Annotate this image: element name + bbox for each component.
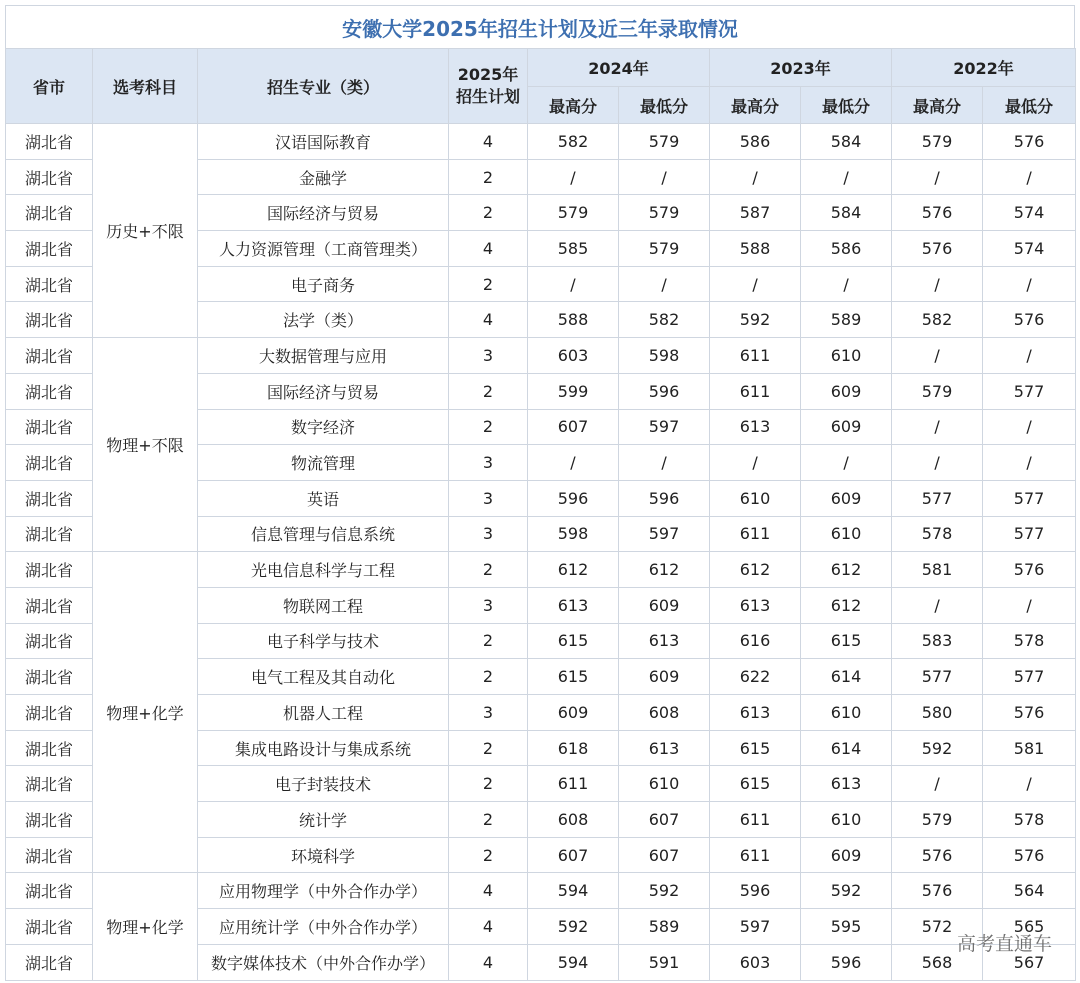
plan-cell: 2 <box>449 373 528 409</box>
score-2024-max-cell: 615 <box>528 623 619 659</box>
score-2023-max-cell: 613 <box>710 587 801 623</box>
score-2023-min-cell: / <box>801 445 892 481</box>
score-2023-max-cell: / <box>710 266 801 302</box>
score-2023-min-cell: 609 <box>801 837 892 873</box>
province-cell: 湖北省 <box>6 802 93 838</box>
score-2022-max-cell: 582 <box>892 302 983 338</box>
score-2023-max-cell: 586 <box>710 124 801 160</box>
score-2024-min-cell: 607 <box>619 837 710 873</box>
score-2024-min-cell: 592 <box>619 873 710 909</box>
major-cell: 电子商务 <box>198 266 449 302</box>
header-plan <box>449 49 528 124</box>
score-2024-min-cell: / <box>619 445 710 481</box>
score-2022-max-cell: / <box>892 338 983 374</box>
score-2023-min-cell: 612 <box>801 552 892 588</box>
province-cell: 湖北省 <box>6 480 93 516</box>
score-2022-min-cell: / <box>983 159 1076 195</box>
score-2023-max-cell: 616 <box>710 623 801 659</box>
score-2022-min-cell: 578 <box>983 802 1076 838</box>
major-cell: 电气工程及其自动化 <box>198 659 449 695</box>
score-2024-max-cell: / <box>528 266 619 302</box>
score-2023-min-cell: 586 <box>801 231 892 267</box>
major-cell: 数字媒体技术（中外合作办学） <box>198 944 449 980</box>
province-cell: 湖北省 <box>6 124 93 160</box>
score-2024-max-cell: 608 <box>528 802 619 838</box>
score-2024-max-cell: / <box>528 445 619 481</box>
province-cell: 湖北省 <box>6 445 93 481</box>
major-cell: 光电信息科学与工程 <box>198 552 449 588</box>
plan-cell: 2 <box>449 266 528 302</box>
plan-cell: 4 <box>449 944 528 980</box>
score-2022-max-cell: 577 <box>892 480 983 516</box>
score-2023-max-cell: 597 <box>710 909 801 945</box>
score-2024-min-cell: 613 <box>619 623 710 659</box>
header-subject: 选考科目 <box>93 49 198 124</box>
score-2022-min-cell: / <box>983 587 1076 623</box>
plan-cell: 4 <box>449 873 528 909</box>
score-2024-min-cell: 579 <box>619 124 710 160</box>
score-2023-min-cell: 609 <box>801 373 892 409</box>
subject-cell: 历史+不限 <box>93 124 198 338</box>
province-cell: 湖北省 <box>6 623 93 659</box>
major-cell: 电子封装技术 <box>198 766 449 802</box>
score-2023-min-cell: / <box>801 266 892 302</box>
score-2023-max-cell: 592 <box>710 302 801 338</box>
score-2022-min-cell: 576 <box>983 695 1076 731</box>
score-2023-max-cell: 622 <box>710 659 801 695</box>
score-2022-min-cell: 574 <box>983 231 1076 267</box>
header-max: 最高分 <box>528 87 619 124</box>
score-2024-min-cell: 589 <box>619 909 710 945</box>
score-2022-min-cell: 576 <box>983 837 1076 873</box>
score-2023-min-cell: 610 <box>801 338 892 374</box>
score-2024-max-cell: 588 <box>528 302 619 338</box>
score-2022-min-cell: / <box>983 445 1076 481</box>
score-2022-max-cell: / <box>892 587 983 623</box>
score-2022-max-cell: 581 <box>892 552 983 588</box>
score-2024-min-cell: 609 <box>619 587 710 623</box>
score-2024-min-cell: 613 <box>619 730 710 766</box>
score-2024-max-cell: 579 <box>528 195 619 231</box>
plan-cell: 4 <box>449 909 528 945</box>
major-cell: 金融学 <box>198 159 449 195</box>
plan-cell: 3 <box>449 338 528 374</box>
major-cell: 物联网工程 <box>198 587 449 623</box>
score-2022-max-cell: / <box>892 409 983 445</box>
header-plan-line2: 招生计划 <box>455 87 520 106</box>
province-cell: 湖北省 <box>6 587 93 623</box>
score-2022-max-cell: 580 <box>892 695 983 731</box>
province-cell: 湖北省 <box>6 516 93 552</box>
table-row <box>6 552 1076 588</box>
score-2022-max-cell: 579 <box>892 373 983 409</box>
major-cell: 物流管理 <box>198 445 449 481</box>
major-cell: 集成电路设计与集成系统 <box>198 730 449 766</box>
score-2023-min-cell: 584 <box>801 124 892 160</box>
score-2024-min-cell: 608 <box>619 695 710 731</box>
plan-cell: 3 <box>449 587 528 623</box>
major-cell: 国际经济与贸易 <box>198 195 449 231</box>
table-row <box>6 124 1076 160</box>
score-2023-max-cell: / <box>710 445 801 481</box>
score-2022-min-cell: 564 <box>983 873 1076 909</box>
province-cell: 湖北省 <box>6 873 93 909</box>
score-2022-min-cell: 577 <box>983 659 1076 695</box>
province-cell: 湖北省 <box>6 159 93 195</box>
plan-cell: 2 <box>449 552 528 588</box>
header-min: 最低分 <box>801 87 892 124</box>
score-2023-max-cell: 596 <box>710 873 801 909</box>
header-min: 最低分 <box>983 87 1076 124</box>
plan-cell: 2 <box>449 766 528 802</box>
score-2024-min-cell: 610 <box>619 766 710 802</box>
score-2023-max-cell: 613 <box>710 409 801 445</box>
province-cell: 湖北省 <box>6 766 93 802</box>
table-body <box>6 124 1076 981</box>
score-2023-min-cell: 609 <box>801 480 892 516</box>
score-2023-min-cell: 614 <box>801 659 892 695</box>
score-2024-min-cell: 582 <box>619 302 710 338</box>
score-2024-min-cell: 596 <box>619 480 710 516</box>
score-2024-min-cell: 597 <box>619 516 710 552</box>
score-2023-min-cell: 610 <box>801 695 892 731</box>
score-2024-min-cell: 607 <box>619 802 710 838</box>
header-plan-line1: 2025年 <box>457 65 519 84</box>
score-2023-min-cell: 615 <box>801 623 892 659</box>
score-2022-max-cell: / <box>892 766 983 802</box>
score-2023-max-cell: 613 <box>710 695 801 731</box>
score-2023-min-cell: 596 <box>801 944 892 980</box>
plan-cell: 2 <box>449 837 528 873</box>
score-2024-max-cell: 598 <box>528 516 619 552</box>
score-2024-min-cell: 579 <box>619 195 710 231</box>
score-2022-max-cell: 577 <box>892 659 983 695</box>
score-2022-max-cell: / <box>892 445 983 481</box>
header-min: 最低分 <box>619 87 710 124</box>
score-2024-max-cell: 611 <box>528 766 619 802</box>
header-max: 最高分 <box>892 87 983 124</box>
major-cell: 英语 <box>198 480 449 516</box>
score-2023-min-cell: 610 <box>801 802 892 838</box>
major-cell: 大数据管理与应用 <box>198 338 449 374</box>
score-2024-min-cell: 596 <box>619 373 710 409</box>
score-2022-max-cell: 592 <box>892 730 983 766</box>
score-2023-max-cell: 615 <box>710 730 801 766</box>
score-2024-max-cell: 609 <box>528 695 619 731</box>
major-cell: 电子科学与技术 <box>198 623 449 659</box>
score-2022-min-cell: 578 <box>983 623 1076 659</box>
score-2022-max-cell: 576 <box>892 231 983 267</box>
province-cell: 湖北省 <box>6 944 93 980</box>
subject-cell: 物理+化学 <box>93 552 198 873</box>
plan-cell: 4 <box>449 124 528 160</box>
score-2022-min-cell: 574 <box>983 195 1076 231</box>
score-2024-max-cell: 582 <box>528 124 619 160</box>
score-2022-max-cell: 568 <box>892 944 983 980</box>
plan-cell: 3 <box>449 516 528 552</box>
plan-cell: 2 <box>449 409 528 445</box>
score-2024-min-cell: / <box>619 266 710 302</box>
score-2022-min-cell: / <box>983 766 1076 802</box>
score-2022-min-cell: 576 <box>983 302 1076 338</box>
score-2022-min-cell: 565 <box>983 909 1076 945</box>
header-year-2022: 2022年 <box>892 49 1076 87</box>
major-cell: 信息管理与信息系统 <box>198 516 449 552</box>
score-2024-max-cell: 613 <box>528 587 619 623</box>
score-2022-min-cell: 567 <box>983 944 1076 980</box>
plan-cell: 2 <box>449 802 528 838</box>
score-2022-min-cell: 577 <box>983 516 1076 552</box>
score-2024-min-cell: 579 <box>619 231 710 267</box>
plan-cell: 2 <box>449 159 528 195</box>
major-cell: 统计学 <box>198 802 449 838</box>
score-2024-max-cell: 607 <box>528 837 619 873</box>
score-2022-max-cell: 579 <box>892 124 983 160</box>
score-2022-min-cell: 576 <box>983 124 1076 160</box>
province-cell: 湖北省 <box>6 302 93 338</box>
plan-cell: 2 <box>449 659 528 695</box>
province-cell: 湖北省 <box>6 552 93 588</box>
score-2023-min-cell: 592 <box>801 873 892 909</box>
score-2023-max-cell: 603 <box>710 944 801 980</box>
header-province: 省市 <box>6 49 93 124</box>
score-2022-min-cell: 577 <box>983 373 1076 409</box>
major-cell: 汉语国际教育 <box>198 124 449 160</box>
plan-cell: 3 <box>449 480 528 516</box>
major-cell: 法学（类） <box>198 302 449 338</box>
score-2024-max-cell: 596 <box>528 480 619 516</box>
score-2023-max-cell: / <box>710 159 801 195</box>
score-2023-max-cell: 587 <box>710 195 801 231</box>
subject-cell: 物理+不限 <box>93 338 198 552</box>
score-2024-max-cell: 592 <box>528 909 619 945</box>
major-cell: 应用统计学（中外合作办学） <box>198 909 449 945</box>
province-cell: 湖北省 <box>6 909 93 945</box>
score-2022-max-cell: 578 <box>892 516 983 552</box>
score-2023-max-cell: 611 <box>710 837 801 873</box>
score-2024-min-cell: 591 <box>619 944 710 980</box>
score-2022-max-cell: 583 <box>892 623 983 659</box>
score-2024-max-cell: 615 <box>528 659 619 695</box>
major-cell: 机器人工程 <box>198 695 449 731</box>
score-2022-max-cell: 572 <box>892 909 983 945</box>
header-year-2024: 2024年 <box>528 49 710 87</box>
score-2022-min-cell: 576 <box>983 552 1076 588</box>
major-cell: 国际经济与贸易 <box>198 373 449 409</box>
plan-cell: 4 <box>449 302 528 338</box>
score-2024-min-cell: 597 <box>619 409 710 445</box>
score-2022-max-cell: 576 <box>892 195 983 231</box>
score-2023-min-cell: 614 <box>801 730 892 766</box>
province-cell: 湖北省 <box>6 659 93 695</box>
score-2023-min-cell: 613 <box>801 766 892 802</box>
score-2022-min-cell: / <box>983 409 1076 445</box>
title-bar <box>5 5 1075 48</box>
score-2024-min-cell: / <box>619 159 710 195</box>
province-cell: 湖北省 <box>6 730 93 766</box>
header-major: 招生专业（类） <box>198 49 449 124</box>
score-2022-min-cell: / <box>983 338 1076 374</box>
province-cell: 湖北省 <box>6 338 93 374</box>
score-2023-max-cell: 588 <box>710 231 801 267</box>
score-2024-max-cell: 594 <box>528 873 619 909</box>
score-2023-max-cell: 611 <box>710 338 801 374</box>
score-2022-max-cell: / <box>892 159 983 195</box>
score-2022-max-cell: / <box>892 266 983 302</box>
plan-cell: 3 <box>449 445 528 481</box>
plan-cell: 2 <box>449 195 528 231</box>
score-2024-max-cell: 618 <box>528 730 619 766</box>
table-row <box>6 338 1076 374</box>
page-title: 安徽大学2025年招生计划及近三年录取情况 <box>342 16 738 41</box>
score-2023-min-cell: / <box>801 159 892 195</box>
score-2024-max-cell: 603 <box>528 338 619 374</box>
score-2024-min-cell: 609 <box>619 659 710 695</box>
plan-cell: 2 <box>449 730 528 766</box>
plan-cell: 4 <box>449 231 528 267</box>
province-cell: 湖北省 <box>6 837 93 873</box>
major-cell: 人力资源管理（工商管理类） <box>198 231 449 267</box>
province-cell: 湖北省 <box>6 195 93 231</box>
score-2022-min-cell: / <box>983 266 1076 302</box>
score-2024-max-cell: 594 <box>528 944 619 980</box>
score-2022-max-cell: 576 <box>892 837 983 873</box>
score-2024-min-cell: 598 <box>619 338 710 374</box>
score-2023-min-cell: 612 <box>801 587 892 623</box>
score-2024-max-cell: 607 <box>528 409 619 445</box>
score-2022-min-cell: 577 <box>983 480 1076 516</box>
score-2023-max-cell: 612 <box>710 552 801 588</box>
watermark: 高考直通车 <box>956 933 1052 955</box>
province-cell: 湖北省 <box>6 695 93 731</box>
score-2022-max-cell: 579 <box>892 802 983 838</box>
score-2023-min-cell: 609 <box>801 409 892 445</box>
admission-table <box>5 48 1076 981</box>
score-2023-max-cell: 615 <box>710 766 801 802</box>
score-2022-max-cell: 576 <box>892 873 983 909</box>
province-cell: 湖北省 <box>6 231 93 267</box>
score-2023-min-cell: 584 <box>801 195 892 231</box>
province-cell: 湖北省 <box>6 409 93 445</box>
major-cell: 数字经济 <box>198 409 449 445</box>
score-2024-max-cell: 585 <box>528 231 619 267</box>
score-2024-min-cell: 612 <box>619 552 710 588</box>
score-2023-max-cell: 611 <box>710 802 801 838</box>
score-2023-min-cell: 589 <box>801 302 892 338</box>
header-year-2023: 2023年 <box>710 49 892 87</box>
score-2023-max-cell: 611 <box>710 373 801 409</box>
table-row <box>6 873 1076 909</box>
score-2023-max-cell: 611 <box>710 516 801 552</box>
score-2024-max-cell: 612 <box>528 552 619 588</box>
score-2023-min-cell: 595 <box>801 909 892 945</box>
province-cell: 湖北省 <box>6 373 93 409</box>
major-cell: 应用物理学（中外合作办学） <box>198 873 449 909</box>
header-max: 最高分 <box>710 87 801 124</box>
score-2024-max-cell: 599 <box>528 373 619 409</box>
score-2024-max-cell: / <box>528 159 619 195</box>
plan-cell: 3 <box>449 695 528 731</box>
major-cell: 环境科学 <box>198 837 449 873</box>
score-2023-min-cell: 610 <box>801 516 892 552</box>
province-cell: 湖北省 <box>6 266 93 302</box>
score-2023-max-cell: 610 <box>710 480 801 516</box>
plan-cell: 2 <box>449 623 528 659</box>
subject-cell: 物理+化学 <box>93 873 198 980</box>
score-2022-min-cell: 581 <box>983 730 1076 766</box>
